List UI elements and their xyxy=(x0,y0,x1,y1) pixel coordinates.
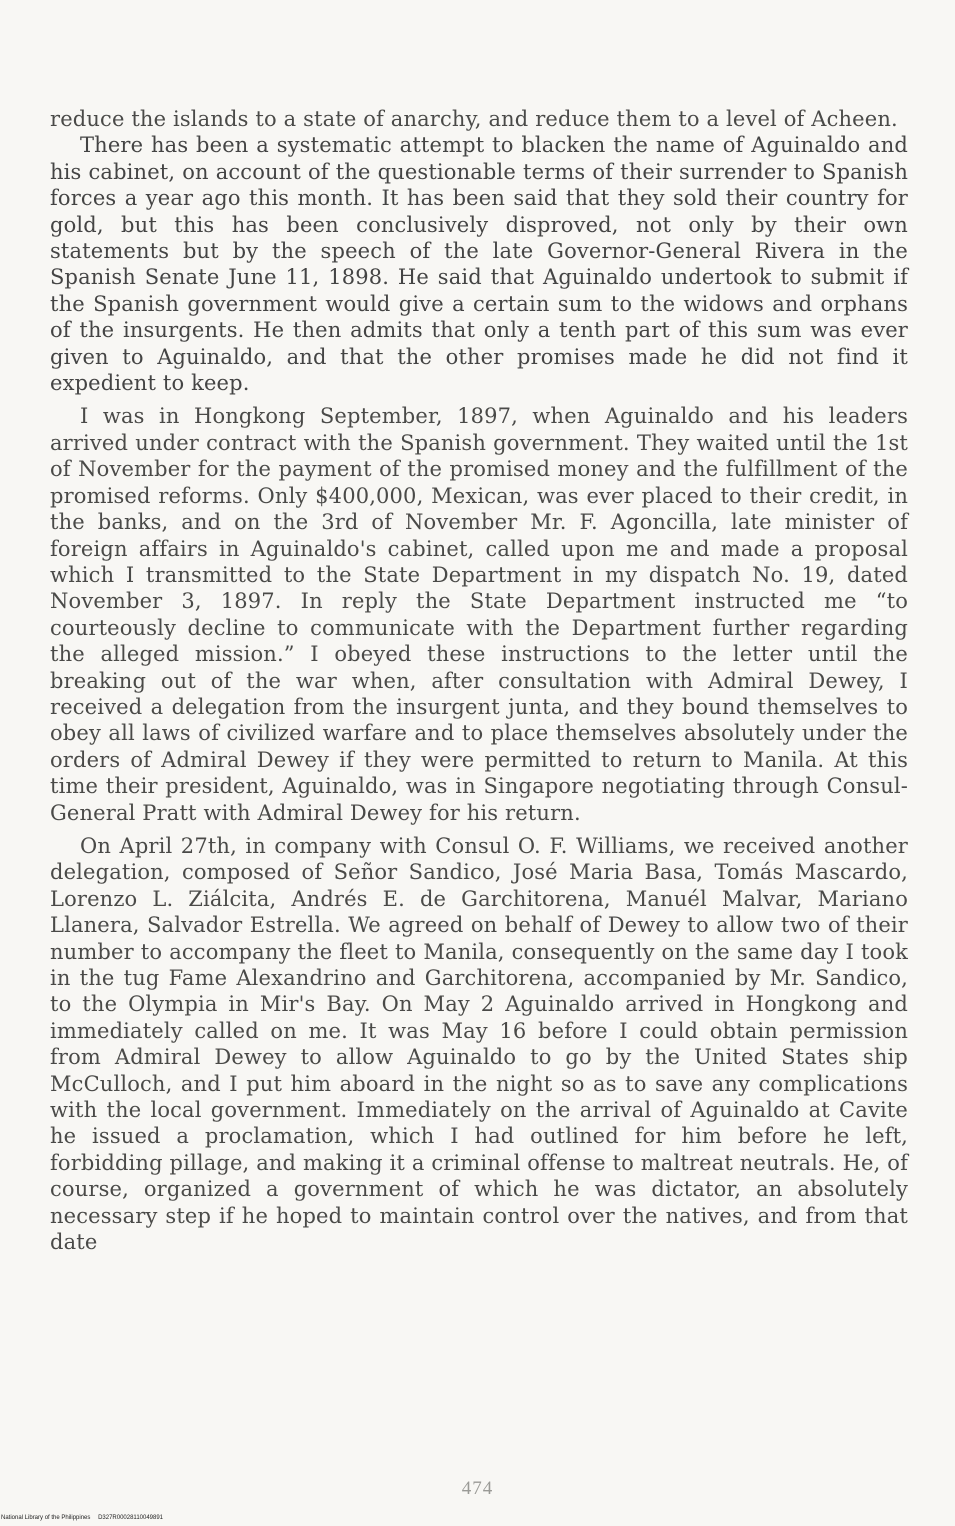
footer-institution: National Library of the Philippines xyxy=(1,1515,91,1521)
paragraph-1: reduce the islands to a state of anarchy, and reduce them to a level of Acheen. xyxy=(50,107,898,131)
paragraph-2: There has been a systematic attempt to blacken the name of Aguinaldo and his cabinet, on account of the questionable terms of their surrender to Spanish forces a year ago this month. It has been said that they sold their country for gold, but this has been conclusively disproved, not only by their own statements but by the speech of the late Governor-General Rivera in the Spanish Senate June 11, 1898. He said that Aguinaldo undertook to submit if the Spanish government would give a certain sum to the widows and orphans of the insurgents. He then admits that only a tenth part of this sum was ever given to Aguinaldo, and that the other promises made he did not find it expedient to keep. xyxy=(50,133,908,396)
footer-identifier: D327R00028110049891 xyxy=(98,1515,164,1521)
paragraph-3: I was in Hongkong September, 1897, when Aguinaldo and his leaders arrived under contract with the Spanish government. They waited until the 1st of November for the payment of the promised money and the fulfillment of the promised reforms. Only $400,000, Mexican, was ever placed to their credit, in the banks, and on the 3rd of November Mr. F. Agoncilla, late minister of foreign affairs in Aguinaldo's cabinet, called upon me and made a proposal which I transmitted to the State Department in my dispatch No. 19, dated November 3, 1897. In reply the State Department instructed me “to courteously decline to communicate with the Department further regarding the alleged mission.” I obeyed these instructions to the letter until the breaking out of the war when, after consultation with Admiral Dewey, I received a delegation from the insurgent junta, and they bound themselves to obey all laws of civilized warfare and to place themselves absolutely under the orders of Admiral Dewey if they were permitted to return to Manila. At this time their president, Aguinaldo, was in Singapore negotiating through Consul-General Pratt with Admiral Dewey for his return. xyxy=(50,404,908,825)
body-text xyxy=(50,106,908,1262)
page-number: 474 xyxy=(461,1478,494,1499)
scan-footer xyxy=(1,1515,169,1521)
paragraph-4: On April 27th, in company with Consul O. F. Williams, we received another delegation, composed of Señor Sandico, José Maria Basa, Tomás Mascardo, Lorenzo L. Ziálcita, Andrés E. de Garchitorena, Manuél Malvar, Mariano Llanera, Salvador Estrella. We agreed on behalf of Dewey to allow two of their number to accompany the fleet to Manila, consequently on the same day I took in the tug Fame Alexandrino and Garchitorena, accompanied by Mr. Sandico, to the Olympia in Mir's Bay. On May 2 Aguinaldo arrived in Hongkong and immediately called on me. It was May 16 before I could obtain permission from Admiral Dewey to allow Aguinaldo to go by the United States ship McCulloch, and I put him aboard in the night so as to save any complications with the local government. Immediately on the arrival of Aguinaldo at Cavite he issued a proclamation, which I had outlined for him before he left, forbidding pillage, and making it a criminal offense to maltreat neutrals. He, of course, organized a government of which he was dictator, an absolutely necessary step if he hoped to maintain control over the natives, and from that date xyxy=(50,833,908,1255)
